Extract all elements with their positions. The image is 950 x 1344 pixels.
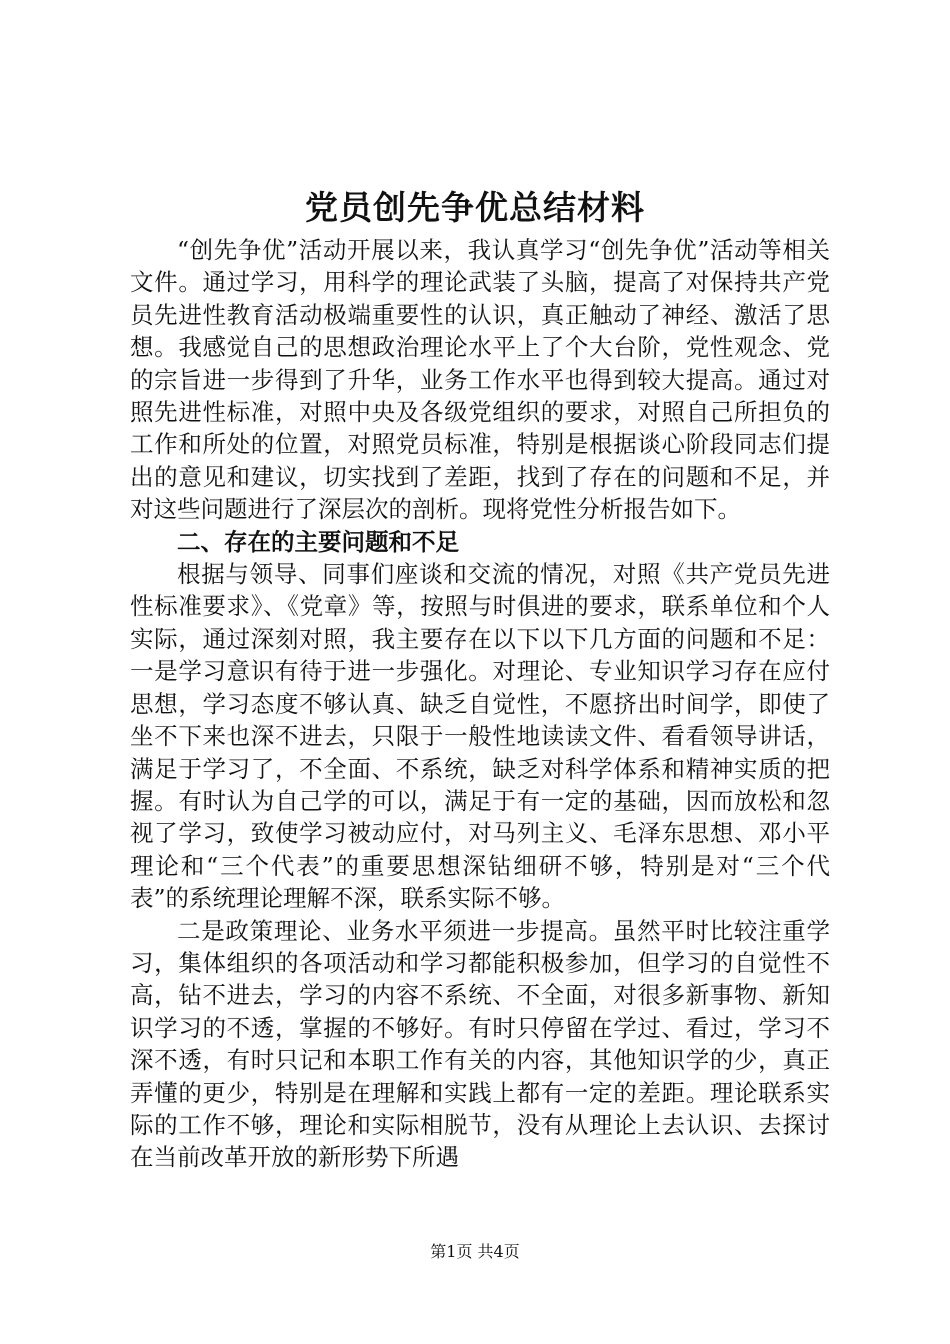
problems-paragraph: 根据与领导、同事们座谈和交流的情况，对照《共产党员先进性标准要求》、《党章》等，按照与时俱进的要求，联系单位和个人实际，通过深刻对照，我主要存在以下以下几方面的问题和不足：一是学习意识有待于进一步强化。对理论、专业知识学习存在应付思想，学习态度不够认真、缺乏自觉性，不愿挤出时间学，即使了坐不下来也深不进去，只限于一般性地读读文件、看看领导讲话，满足于学习了，不全面、不系统，缺乏对科学体系和精神实质的把握。有时认为自己学的可以，满足于有一定的基础，因而放松和忽视了学习，致使学习被动应付，对马列主义、毛泽东思想、邓小平理论和“三个代表”的重要思想深钻细研不够，特别是对“三个代表”的系统理论理解不深，联系实际不够。	[130, 560, 830, 913]
page-footer: 第1页 共4页	[430, 1242, 520, 1261]
section-heading: 二、存在的主要问题和不足	[177, 527, 459, 556]
policy-theory-paragraph: 二是政策理论、业务水平须进一步提高。虽然平时比较注重学习，集体组织的各项活动和学习都能积极参加，但学习的自觉性不高，钻不进去，学习的内容不系统、不全面，对很多新事物、新知识学习的不透，掌握的不够好。有时只停留在学过、看过，学习不深不透，有时只记和本职工作有关的内容，其他知识学的少，真正弄懂的更少，特别是在理解和实践上都有一定的差距。理论联系实际的工作不够，理论和实际相脱节，没有从理论上去认识、去探讨在当前改革开放的新形势下所遇	[130, 916, 830, 1172]
document-body	[130, 234, 830, 1174]
intro-paragraph: “创先争优”活动开展以来，我认真学习“创先争优”活动等相关文件。通过学习，用科学的理论武装了头脑，提高了对保持共产党员先进性教育活动极端重要性的认识，真正触动了神经、激活了思想。我感觉自己的思想政治理论水平上了个大台阶，党性观念、党的宗旨进一步得到了升华，业务工作水平也得到较大提高。通过对照先进性标准，对照中央及各级党组织的要求，对照自己所担负的工作和所处的位置，对照党员标准，特别是根据谈心阶段同志们提出的意见和建议，切实找到了差距，找到了存在的问题和不足，并对这些问题进行了深层次的剖析。现将党性分析报告如下。	[130, 236, 830, 524]
document-title: 党员创先争优总结材料	[305, 188, 645, 227]
